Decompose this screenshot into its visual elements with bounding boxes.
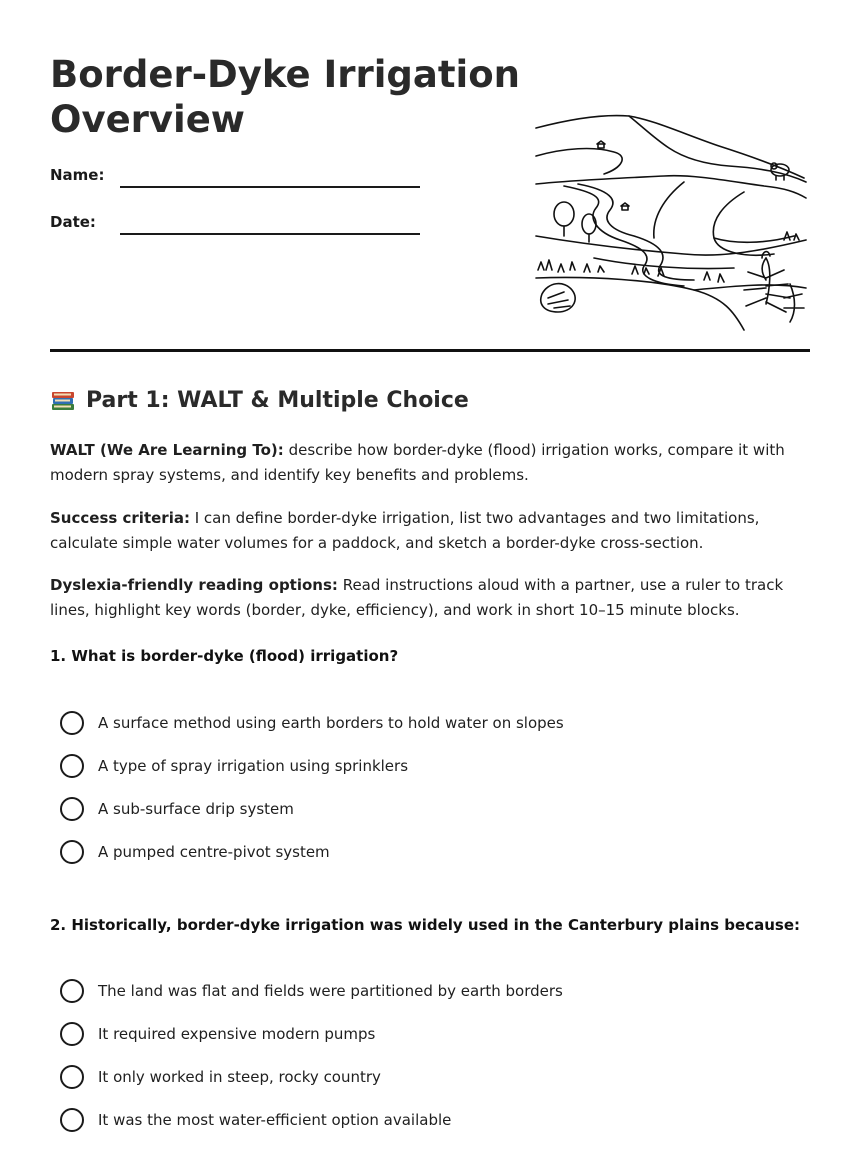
radio-button[interactable] (60, 1065, 84, 1089)
header-divider (50, 349, 810, 352)
q2-option-1[interactable] (60, 979, 563, 1003)
dyslexia-label: Dyslexia-friendly reading options: (50, 576, 338, 594)
radio-button[interactable] (60, 840, 84, 864)
question-1: 1. What is border-dyke (flood) irrigation? (50, 647, 399, 665)
q1-option-2[interactable] (60, 754, 408, 778)
q1-option-4[interactable] (60, 840, 330, 864)
q2-option-4[interactable] (60, 1108, 451, 1132)
landscape-river-farm-illustration (534, 108, 812, 334)
dyslexia-text: Read instructions aloud with a partner, use a ruler to track lines, highlight key words (border, dyke, efficiency), and work in short 10–15 minute blocks. (50, 576, 784, 619)
q2-option-3[interactable] (60, 1065, 381, 1089)
date-field[interactable] (120, 233, 420, 235)
walt-paragraph (50, 438, 810, 488)
part1-heading-text: Part 1: WALT & Multiple Choice (86, 387, 469, 413)
title-line-2: Overview (50, 98, 245, 141)
option-label: It required expensive modern pumps (98, 1025, 376, 1043)
option-label: A pumped centre-pivot system (98, 843, 330, 861)
success-criteria-paragraph (50, 506, 810, 556)
radio-button[interactable] (60, 797, 84, 821)
part1-heading (50, 387, 469, 413)
success-label: Success criteria: (50, 509, 190, 527)
option-label: A sub-surface drip system (98, 800, 294, 818)
option-label: A type of spray irrigation using sprinklers (98, 757, 409, 775)
radio-button[interactable] (60, 754, 84, 778)
radio-button[interactable] (60, 1108, 84, 1132)
radio-button[interactable] (60, 711, 84, 735)
option-label: It was the most water-efficient option available (98, 1111, 452, 1129)
dyslexia-options-paragraph (50, 573, 810, 623)
title-line-1: Border-Dyke Irrigation (50, 53, 520, 96)
radio-button[interactable] (60, 1022, 84, 1046)
option-label: The land was flat and fields were partitioned by earth borders (98, 982, 563, 1000)
option-label: A surface method using earth borders to hold water on slopes (98, 714, 564, 732)
success-text: I can define border-dyke irrigation, list two advantages and two limitations, calculate simple water volumes for a paddock, and sketch a border-dyke cross-section. (50, 509, 760, 552)
name-label: Name: (50, 166, 105, 184)
walt-text: describe how border-dyke (flood) irrigation works, compare it with modern spray systems, and identify key benefits and problems. (50, 441, 785, 484)
q1-option-1[interactable] (60, 711, 564, 735)
option-label: It only worked in steep, rocky country (98, 1068, 381, 1086)
q1-option-3[interactable] (60, 797, 294, 821)
q2-option-2[interactable] (60, 1022, 375, 1046)
name-field[interactable] (120, 186, 420, 188)
question-2: 2. Historically, border-dyke irrigation was widely used in the Canterbury plains because: (50, 916, 800, 934)
books-icon (50, 387, 76, 413)
radio-button[interactable] (60, 979, 84, 1003)
page-title (50, 52, 520, 142)
date-label: Date: (50, 213, 96, 231)
walt-label: WALT (We Are Learning To): (50, 441, 284, 459)
